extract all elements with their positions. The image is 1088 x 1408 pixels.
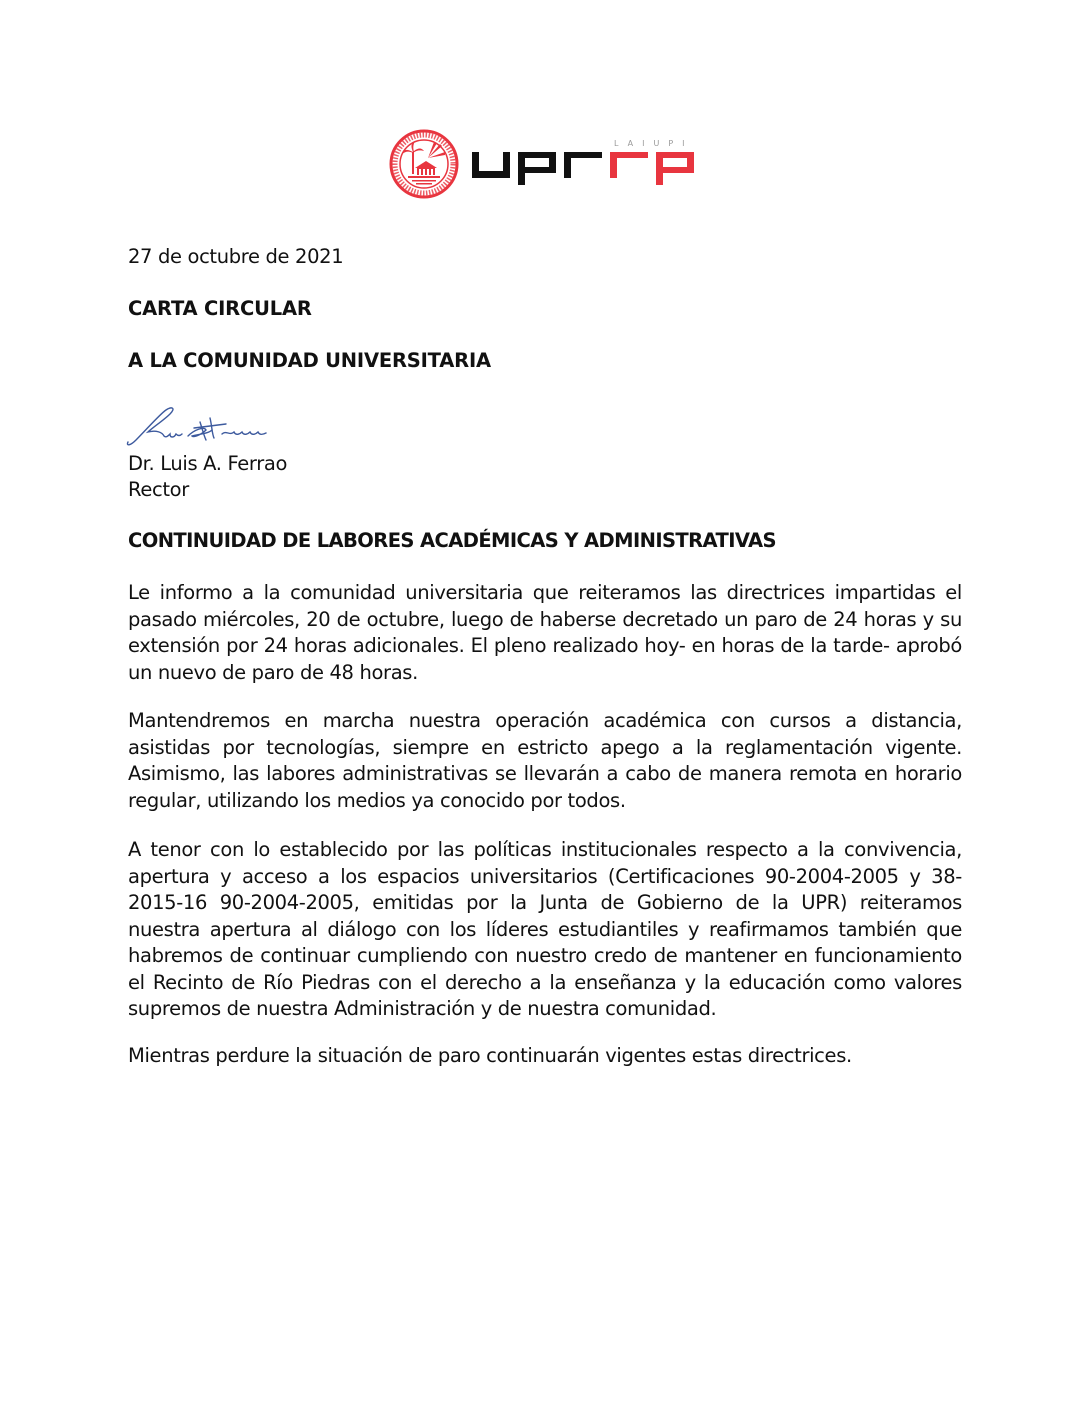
upr-letterhead-logo bbox=[388, 128, 698, 200]
university-seal-icon bbox=[388, 128, 698, 200]
signer-title: Rector bbox=[128, 478, 189, 501]
letter-date: 27 de octubre de 2021 bbox=[128, 245, 344, 268]
body-paragraph-2: Mantendremos en marcha nuestra operación académica con cursos a distancia, asistidas por tecnologías, siempre en estricto apego a la reglamentación vigente. Asimismo, las labores administrativas se llevarán a cabo de manera remota en horario regular, utilizando los medios ya conocido por todos. bbox=[128, 709, 962, 812]
body-paragraph-1: Le informo a la comunidad universitaria que reiteramos las directrices impartidas el pasado miércoles, 20 de octubre, luego de haberse decretado un paro de 24 horas y su extensión por 24 horas adicionales. El pleno realizado hoy- en horas de la tarde- aprobó un nuevo de paro de 48 horas. bbox=[128, 581, 962, 684]
signature-icon bbox=[122, 400, 282, 452]
recipient-heading: A LA COMUNIDAD UNIVERSITARIA bbox=[128, 349, 491, 372]
body-paragraph-4: Mientras perdure la situación de paro continuarán vigentes estas directrices. bbox=[128, 1044, 852, 1067]
subject-heading: CONTINUIDAD DE LABORES ACADÉMICAS Y ADMINISTRATIVAS bbox=[128, 529, 776, 552]
body-paragraph-3: A tenor con lo establecido por las políticas institucionales respecto a la convivencia, apertura y acceso a los espacios universitarios (Certificaciones 90-2004-2005 y 38-2015-16 90-2004-2005, emitidas por la Junta de Gobierno de la UPR) reiteramos nuestra apertura al diálogo con los líderes estudiantiles y reafirmamos también que habremos de continuar cumpliendo con nuestro credo de mantener en funcionamiento el Recinto de Río Piedras con el derecho a la enseñanza y la educación como valores supremos de nuestra Administración y de nuestra comunidad. bbox=[128, 838, 962, 1020]
document-type-heading: CARTA CIRCULAR bbox=[128, 297, 312, 320]
signer-name: Dr. Luis A. Ferrao bbox=[128, 452, 288, 475]
logo-tagline: LAIUPI bbox=[614, 139, 694, 148]
